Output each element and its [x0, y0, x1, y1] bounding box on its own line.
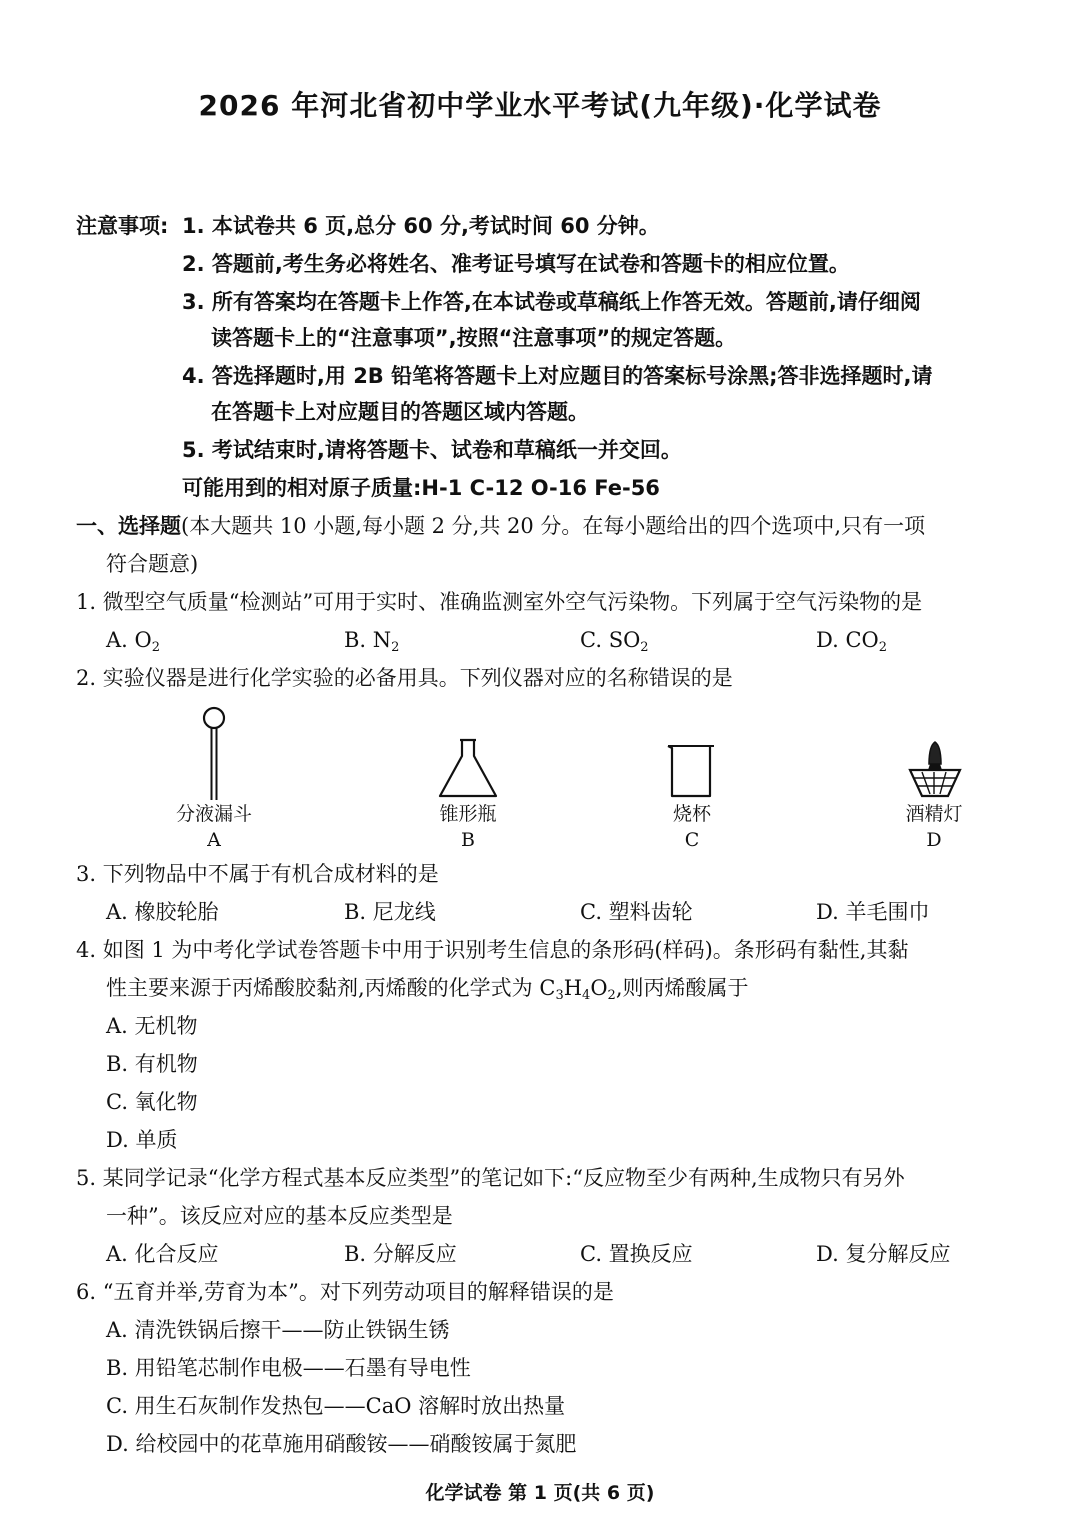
question-4-stem: 4. 如图 1 为中考化学试卷答题卡中用于识别考生信息的条形码(样码)。条形码有黏性,其黏 — [76, 938, 909, 962]
question-5-stem: 5. 某同学记录“化学方程式基本反应类型”的笔记如下:“反应物至少有两种,生成物只有另外 — [76, 1166, 905, 1190]
question-6-option-d: D. 给校园中的花草施用硝酸铵——硝酸铵属于氮肥 — [106, 1432, 577, 1456]
question-3-option-d: D. 羊毛围巾 — [816, 900, 930, 924]
notice-item-4: 4. 答选择题时,用 2B 铅笔将答题卡上对应题目的答案标号涂黑;答非选择题时,请 — [182, 364, 933, 388]
section-desc-cont: 符合题意) — [106, 552, 199, 576]
question-6-stem: 6. “五育并举,劳育为本”。对下列劳动项目的解释错误的是 — [76, 1280, 614, 1304]
question-3-option-c: C. 塑料齿轮 — [580, 900, 693, 924]
question-3-stem: 3. 下列物品中不属于有机合成材料的是 — [76, 862, 439, 886]
beaker-icon — [666, 742, 716, 800]
notice-item-3: 3. 所有答案均在答题卡上作答,在本试卷或草稿纸上作答无效。答题前,请仔细阅 — [182, 290, 921, 314]
page-title: 2026 年河北省初中学业水平考试(九年级)·化学试卷 — [198, 89, 882, 122]
question-1-option-c: C. $SO_2$ — [580, 628, 649, 655]
question-6-option-a: A. 清洗铁锅后擦干——防止铁锅生锈 — [106, 1318, 450, 1342]
question-4-option-a: A. 无机物 — [106, 1014, 198, 1038]
question-1-stem: 1. 微型空气质量“检测站”可用于实时、准确监测室外空气污染物。下列属于空气污染物的是 — [76, 590, 923, 614]
question-4-option-d: D. 单质 — [106, 1128, 178, 1152]
page-footer: 化学试卷 第 1 页(共 6 页) — [425, 1482, 655, 1504]
question-6-option-b: B. 用铅笔芯制作电极——石墨有导电性 — [106, 1356, 471, 1380]
question-5-option-d: D. 复分解反应 — [816, 1242, 951, 1266]
question-5-stem-cont: 一种”。该反应对应的基本反应类型是 — [106, 1204, 453, 1228]
question-1-option-d: D. $CO_2$ — [816, 628, 888, 655]
instrument-c-name: 烧杯 — [672, 803, 711, 825]
notice-item-1: 1. 本试卷共 6 页,总分 60 分,考试时间 60 分钟。 — [182, 214, 660, 238]
instrument-b-name: 锥形瓶 — [439, 803, 497, 825]
instrument-a-name: 分液漏斗 — [175, 803, 252, 825]
instrument-d-letter: D — [926, 829, 942, 851]
separatory-funnel-icon — [196, 704, 232, 804]
question-6-option-c: C. 用生石灰制作发热包——CaO 溶解时放出热量 — [106, 1394, 566, 1418]
notice-item-2: 2. 答题前,考生务必将姓名、准考证号填写在试卷和答题卡的相应位置。 — [182, 252, 850, 276]
question-4-option-b: B. 有机物 — [106, 1052, 198, 1076]
instrument-a-letter: A — [207, 829, 221, 851]
atomic-mass: 可能用到的相对原子质量:H-1 C-12 O-16 Fe-56 — [182, 476, 660, 500]
instrument-d-name: 酒精灯 — [905, 803, 963, 825]
notice-item-4-cont: 在答题卡上对应题目的答题区域内答题。 — [211, 400, 589, 424]
instrument-c-letter: C — [684, 829, 700, 851]
question-4-stem-cont: 性主要来源于丙烯酸胶黏剂,丙烯酸的化学式为 $C_3H_4O_2$,则丙烯酸属于 — [106, 976, 749, 1003]
notice-item-3-cont: 读答题卡上的“注意事项”,按照“注意事项”的规定答题。 — [211, 326, 737, 350]
question-4-option-c: C. 氧化物 — [106, 1090, 198, 1114]
acrylic-acid-formula: $C_3H_4O_2$ — [539, 976, 616, 1003]
question-5-option-c: C. 置换反应 — [580, 1242, 693, 1266]
question-1-option-b: B. $N_2$ — [344, 628, 400, 655]
question-5-option-b: B. 分解反应 — [344, 1242, 457, 1266]
conical-flask-icon — [436, 738, 500, 800]
question-3-option-b: B. 尼龙线 — [344, 900, 436, 924]
question-3-option-a: A. 橡胶轮胎 — [106, 900, 219, 924]
alcohol-lamp-icon — [900, 740, 970, 800]
question-5-option-a: A. 化合反应 — [106, 1242, 219, 1266]
instrument-b-letter: B — [461, 829, 475, 851]
section-heading: 一、选择题(本大题共 10 小题,每小题 2 分,共 20 分。在每小题给出的四个选项中,只有一项 — [76, 514, 926, 538]
notice-item-5: 5. 考试结束时,请将答题卡、试卷和草稿纸一并交回。 — [182, 438, 682, 462]
question-1-option-a: A. $O_2$ — [106, 628, 161, 655]
question-2-stem: 2. 实验仪器是进行化学实验的必备用具。下列仪器对应的名称错误的是 — [76, 666, 733, 690]
notice-heading: 注意事项: — [76, 214, 169, 238]
